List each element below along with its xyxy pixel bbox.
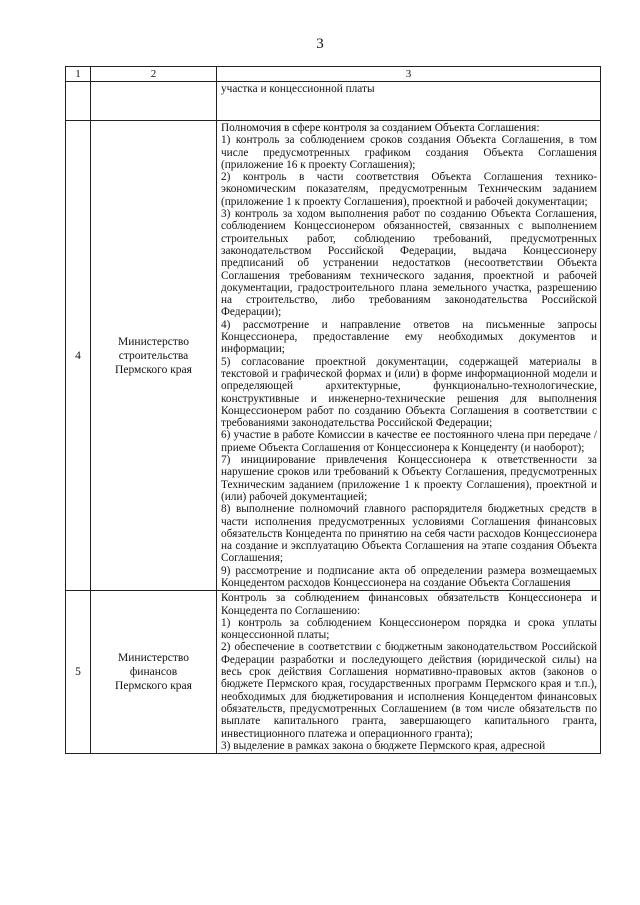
powers-paragraph: 1) контроль за соблюдением сроков создания Объекта Соглашения, в том числе предусмотренных графиком создания Объекта Соглашения (приложение 16 к проекту Соглашения); — [221, 134, 597, 171]
powers-paragraph: 7) инициирование привлечения Концессионера к ответственности за нарушение сроков или требований к Объекту Соглашения, предусмотренных Техническим заданием (приложение 1 к проекту Соглашения), проектной и (или) рабочей документацией; — [221, 454, 597, 503]
page-number: 3 — [316, 36, 324, 52]
continuation-row — [66, 82, 601, 121]
powers-cell — [217, 121, 601, 591]
organization-line: Министерство — [118, 652, 189, 665]
organization-line: Министерство — [118, 335, 189, 348]
powers-paragraph: 8) выполнение полномочий главного распорядителя бюджетных средств в части исполнения предусмотренных условиями Соглашения финансовых обязательств Концедента по принятию на себя части расходов Концессионера на создание и эксплуатацию Объекта Соглашения на этапе создания Объекта Соглашения; — [221, 503, 597, 565]
row-number: 5 — [66, 591, 91, 754]
organization-cell — [91, 121, 217, 591]
powers-paragraph: Контроль за соблюдением финансовых обязательств Концессионера и Концедента по Соглашению: — [221, 592, 597, 617]
powers-cell — [217, 591, 601, 754]
responsibilities-table — [65, 66, 601, 754]
organization-line: Пермского края — [115, 680, 192, 693]
column-header-2: 2 — [91, 67, 217, 82]
organization-line: финансов — [129, 666, 178, 679]
powers-paragraph: 9) рассмотрение и подписание акта об определении размера возмещаемых Концедентом расходов Концессионера на создание Объекта Соглашения — [221, 564, 597, 589]
powers-paragraph: 1) контроль за соблюдением Концессионером порядка и срока уплаты концессионной платы; — [221, 616, 597, 642]
powers-paragraph: 3) выделение в рамках закона о бюджете Пермского края, адресной — [221, 739, 546, 752]
powers-paragraph: 6) участие в работе Комиссии в качестве ее постоянного члена при передаче / приеме Объекта Соглашения от Концессионера к Концеденту (и наоборот); — [221, 429, 597, 454]
table-row-5 — [66, 591, 601, 754]
powers-paragraph: Полномочия в сфере контроля за созданием Объекта Соглашения: — [221, 122, 540, 134]
table-header-row — [66, 67, 601, 82]
continuation-org-cell — [91, 82, 217, 121]
organization-cell — [91, 591, 217, 754]
powers-paragraph: 4) рассмотрение и направление ответов на письменные запросы Концессионера, предоставление ему необходимых документов и информации; — [221, 318, 597, 356]
organization-line: Пермского края — [115, 363, 192, 376]
column-header-3: 3 — [217, 67, 601, 82]
continuation-text: участка и концессионной платы — [221, 83, 375, 95]
powers-paragraph: 2) контроль в части соответствия Объекта Соглашения технико-экономическим показателям, предусмотренным Техническим заданием (приложение 1 к проекту Соглашения), проектной и рабочей документации; — [221, 171, 597, 208]
powers-paragraph: 5) согласование проектной документации, содержащей материалы в текстовой и графической формах и (или) в форме информационной модели и определяющей архитектурные, функционально-технологические, конструктивные и инженерно-технические решения для выполнения Концессионером работ по созданию Объекта Соглашения в соответствии с требованиями законодательства Российской Федерации; — [221, 355, 597, 430]
continuation-number-cell — [66, 82, 91, 121]
continuation-text-cell — [217, 82, 601, 121]
powers-paragraph: 3) контроль за ходом выполнения работ по созданию Объекта Соглашения, соблюдением Концессионером обязанностей, связанных с выполнением строительных работ, соблюдению требований, предусмотренных законодательством Российской Федерации, выдача Концессионеру предписаний об устранении недостатков (несоответствии Объекта Соглашения требованиям технического задания, проектной и рабочей документации, градостроительного плана земельного участка, разрешению на строительство, либо требованиям законодательства Российской Федерации); — [221, 208, 597, 319]
organization-line: строительства — [118, 349, 189, 362]
row-number: 4 — [66, 121, 91, 591]
table-row-4 — [66, 121, 601, 591]
powers-paragraph: 2) обеспечение в соответствии с бюджетным законодательством Российской Федерации разработки и последующего действия (юридической силы) на весь срок действия Соглашения нормативно-правовых актов (законов о бюджете Пермского края, государственных программ Пермского края и т.п.), необходимых для бюджетирования и исполнения Концедентом финансовых обязательств, предусмотренных Соглашением (в том числе обязательств по выплате капитального гранта, завершающего капитального гранта, инвестиционного платежа и операционного гранта); — [221, 641, 597, 740]
column-header-1: 1 — [66, 67, 91, 82]
